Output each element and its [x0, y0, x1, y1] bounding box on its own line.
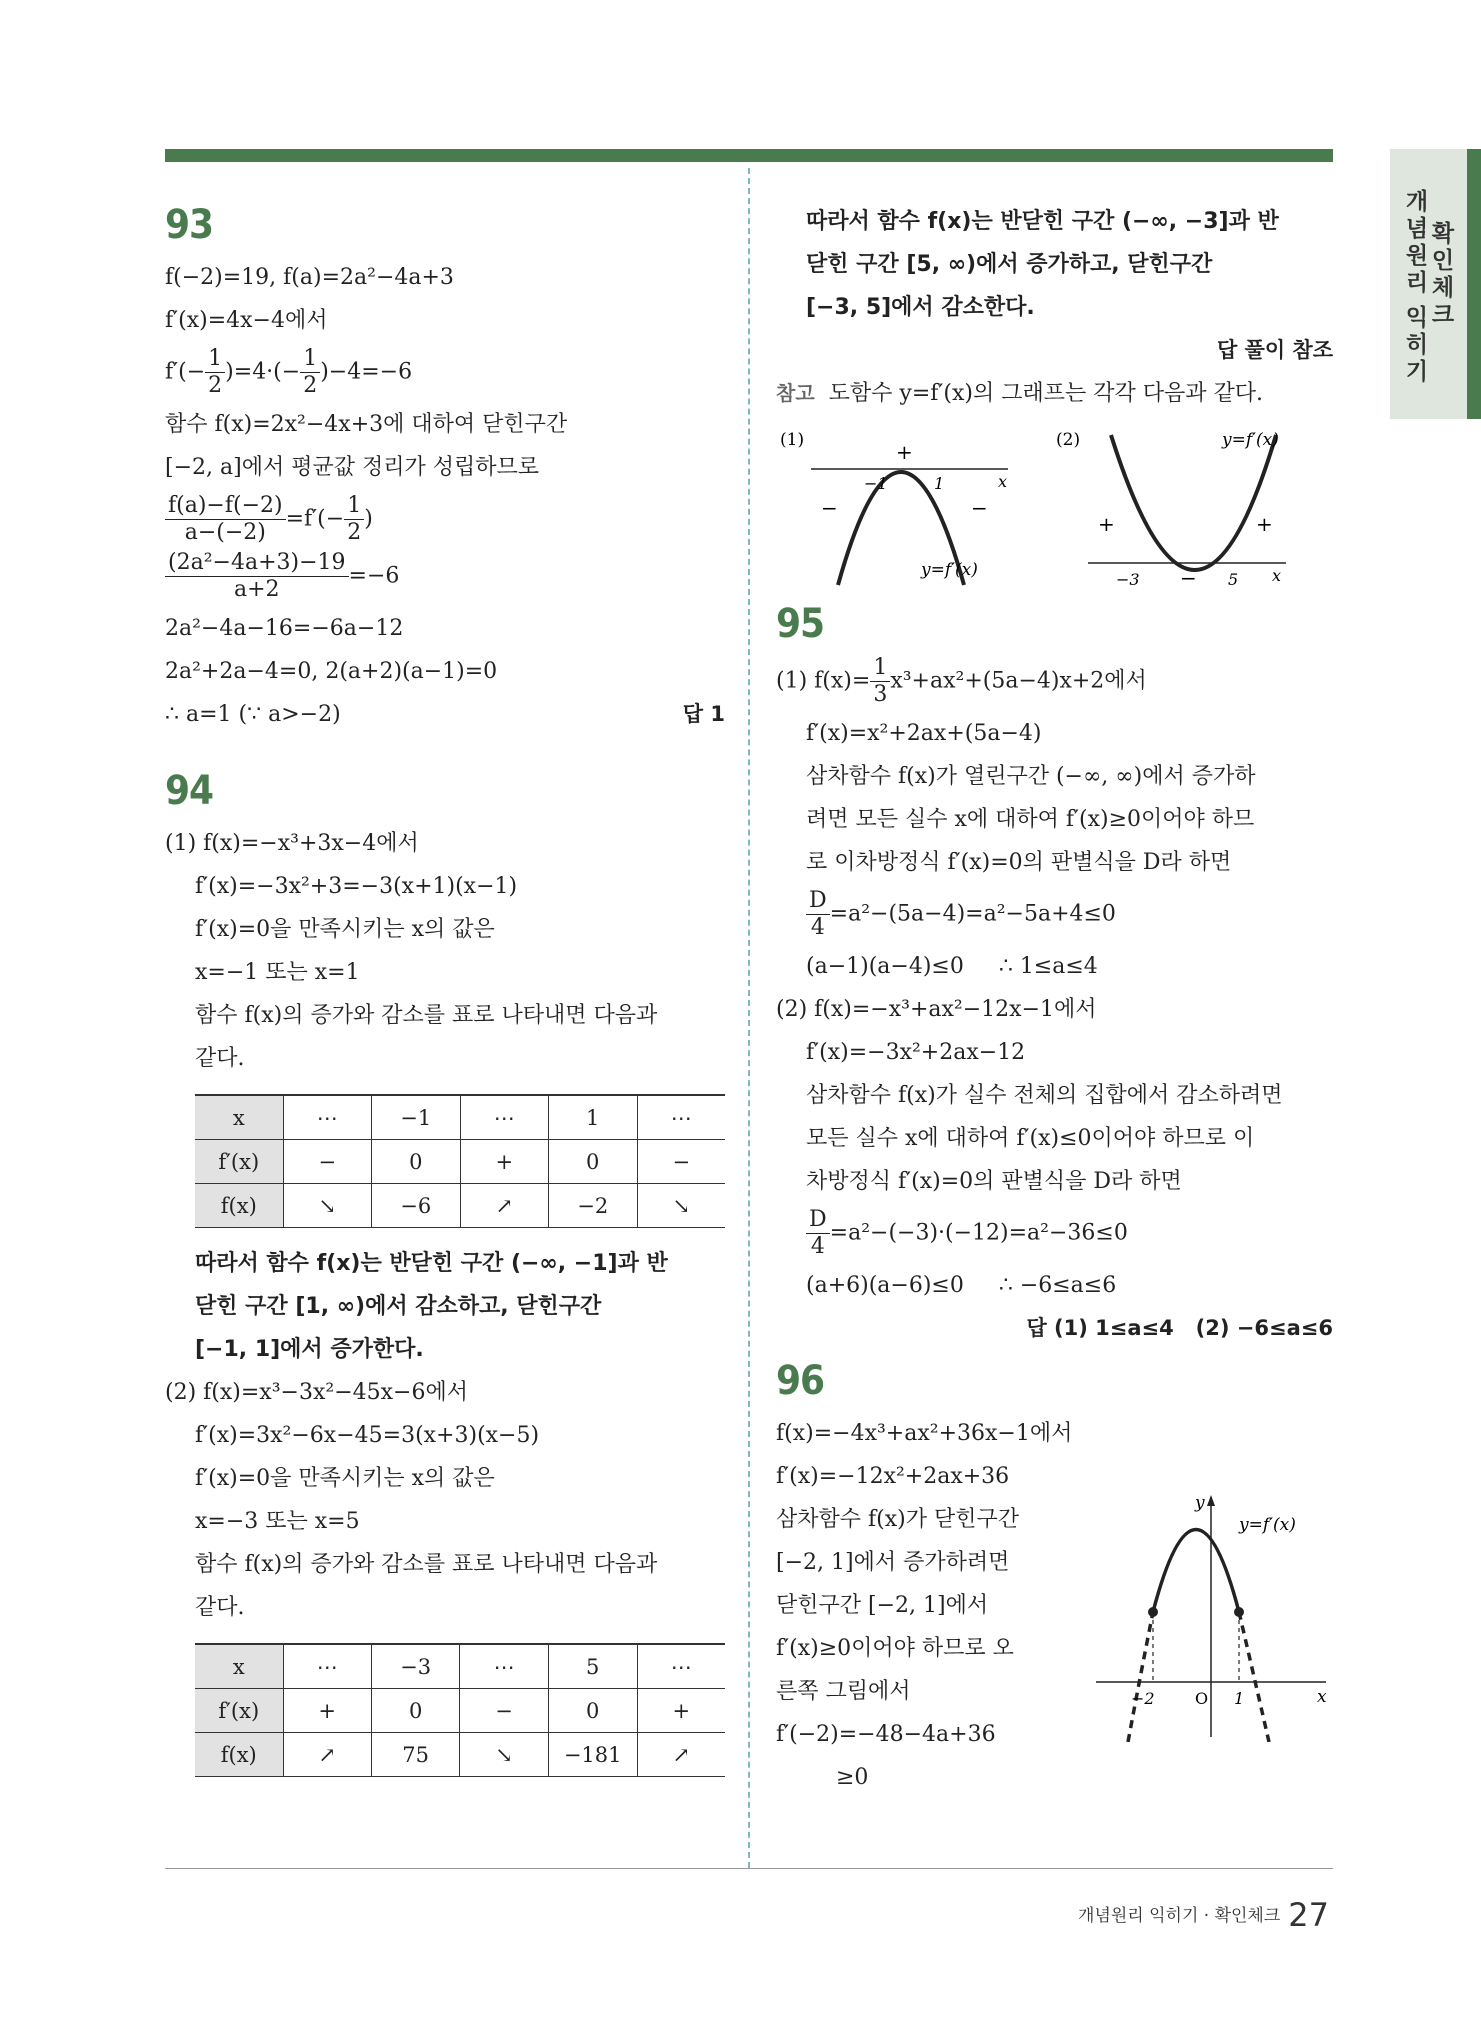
tick-label: −1 — [864, 474, 888, 493]
table-cell: ⋯ — [283, 1095, 371, 1140]
table-row — [195, 1733, 725, 1777]
fraction — [300, 346, 320, 399]
fraction — [165, 550, 349, 603]
equation-2: $\frac{f(a)-f(-2)}{a-(-2)}$ =f′(− $\frac{1}{2}$ ) — [165, 493, 725, 546]
table-cell: ⋯ — [283, 1644, 371, 1689]
denominator: 4 — [810, 1234, 825, 1259]
table-cell: 0 — [548, 1140, 637, 1184]
sign-label: + — [1256, 512, 1273, 536]
left-column — [165, 200, 725, 1791]
line: 2a²−4a−16=−6a−12 — [165, 616, 404, 641]
numerator: 1 — [300, 346, 320, 373]
eq-text: =a²−(5a−4)=a²−5a+4≤0 — [829, 901, 1116, 927]
equation-3 — [165, 550, 725, 603]
table-cell: ↘ — [283, 1184, 371, 1228]
line: (a+6)(a−6)≤0 ∴ −6≤a≤6 — [806, 1273, 1117, 1298]
curve-label: y=f′(x) — [1239, 1515, 1296, 1535]
numerator: 1 — [205, 346, 225, 373]
answer-93: 답 1 — [682, 702, 725, 726]
fraction — [165, 493, 286, 546]
line: (a−1)(a−4)≤0 ∴ 1≤a≤4 — [806, 954, 1098, 979]
denominator: 2 — [303, 373, 318, 398]
numerator: (2a²−4a+3)−19 — [165, 550, 349, 577]
line: 삼차함수 f(x)가 열린구간 (−∞, ∞)에서 증가하 — [806, 764, 1256, 789]
numerator: f(a)−f(−2) — [165, 493, 286, 520]
problem-number-95: 95 — [776, 601, 825, 647]
table-cell: + — [637, 1689, 725, 1733]
eq-text: x³+ax²+(5a−4)x+2에서 — [890, 668, 1147, 694]
line: [−2, a]에서 평균값 정리가 성립하므로 — [165, 455, 539, 480]
footer-text: 개념원리 익히기 · 확인체크 — [1078, 1906, 1281, 1926]
answer-95: 답 (1) 1≤a≤4 (2) −6≤a≤6 — [1026, 1316, 1333, 1340]
curve-dashed-right — [1239, 1612, 1269, 1742]
eq-text: (1) f(x)= — [776, 668, 871, 694]
graph-1 — [780, 430, 1008, 585]
line: 로 이차방정식 f′(x)=0의 판별식을 D라 하면 — [806, 850, 1232, 875]
conclusion-line: 닫힌 구간 [5, ∞)에서 증가하고, 닫힌구간 — [806, 252, 1213, 277]
table-cell: f′(x) — [195, 1689, 283, 1733]
denominator: 2 — [208, 373, 223, 398]
table-cell: 0 — [371, 1689, 459, 1733]
table-cell: 1 — [548, 1095, 637, 1140]
page-number: 27 — [1288, 1896, 1329, 1934]
derivative-graphs — [776, 415, 1333, 595]
problem-number-94: 94 — [165, 768, 214, 814]
denominator: a+2 — [233, 577, 280, 602]
line: 삼차함수 f(x)가 실수 전체의 집합에서 감소하려면 — [806, 1083, 1283, 1108]
page-footer — [1078, 1896, 1329, 1934]
table-cell: x — [195, 1095, 283, 1140]
numerator: D — [806, 888, 830, 915]
axis-label: x — [1317, 1687, 1327, 1707]
tick-label: 1 — [1234, 1689, 1245, 1708]
bottom-rule — [165, 1868, 1333, 1869]
table-cell: 75 — [371, 1733, 459, 1777]
table-cell: ⋯ — [460, 1095, 548, 1140]
side-tab-col2 — [1430, 221, 1456, 329]
table-cell: ⋯ — [637, 1095, 725, 1140]
sign-label: + — [896, 440, 913, 464]
line: f′(x)=3x²−6x−45=3(x+3)(x−5) — [195, 1423, 540, 1448]
eq-text: ) — [364, 506, 373, 532]
table-cell: ↘ — [460, 1733, 548, 1777]
table-cell: − — [460, 1689, 548, 1733]
side-char: 체 — [1431, 275, 1455, 301]
table-cell: −6 — [372, 1184, 461, 1228]
conclusion-line: 따라서 함수 f(x)는 반닫힌 구간 (−∞, −1]과 반 — [195, 1251, 668, 1276]
table-cell: −181 — [548, 1733, 637, 1777]
note — [776, 372, 1333, 415]
curve-dashed-left — [1128, 1612, 1153, 1742]
axis-label: x — [1272, 566, 1282, 585]
fraction — [344, 493, 364, 546]
line: x=−3 또는 x=5 — [195, 1509, 360, 1534]
graph-2 — [1056, 430, 1286, 590]
equation-1: f′(− $\frac{1}{2}$ )=4·(− $\frac{1}{2}$ )−4=−6 — [165, 346, 413, 398]
side-char: 히 — [1405, 332, 1429, 358]
side-char: 원 — [1405, 243, 1429, 269]
table-cell: ↗ — [637, 1733, 725, 1777]
tick-label: O — [1195, 1689, 1209, 1708]
answer-94: 답 풀이 참조 — [1216, 338, 1333, 362]
side-tab-col1 — [1404, 189, 1430, 386]
table-cell: 0 — [548, 1689, 637, 1733]
side-char: 개 — [1405, 189, 1429, 215]
line: f′(x)=4x−4에서 — [165, 308, 328, 333]
line: 삼차함수 f(x)가 닫힌구간 — [776, 1507, 1019, 1532]
conclusion-line: [−3, 5]에서 감소한다. — [806, 295, 1035, 320]
table-cell: f′(x) — [195, 1140, 283, 1184]
table-cell: ↗ — [283, 1733, 371, 1777]
sign-label: − — [821, 496, 838, 520]
side-char: 리 — [1405, 270, 1429, 296]
side-char: 기 — [1405, 359, 1429, 385]
line: f′(−2)=−48−4a+36 — [776, 1722, 996, 1747]
line: ≥0 — [836, 1765, 869, 1790]
table-cell: f(x) — [195, 1184, 283, 1228]
line: 른쪽 그림에서 — [776, 1679, 911, 1704]
denominator: 4 — [810, 915, 825, 940]
arrow-icon — [1207, 1495, 1215, 1506]
line: f(x)=−4x³+ax²+36x−1에서 — [776, 1421, 1073, 1446]
table-cell: − — [637, 1140, 725, 1184]
fraction — [205, 346, 225, 399]
variation-table-1 — [195, 1094, 725, 1228]
line: 모든 실수 x에 대하여 f′(x)≤0이어야 하므로 이 — [806, 1126, 1255, 1151]
fraction — [870, 655, 890, 708]
line: 함수 f(x)의 증가와 감소를 표로 나타내면 다음과 — [195, 1552, 658, 1577]
denominator: a−(−2) — [184, 520, 266, 545]
side-char: 크 — [1431, 302, 1455, 328]
table-cell: 5 — [548, 1644, 637, 1689]
note-text: 도함수 y=f′(x)의 그래프는 각각 다음과 같다. — [828, 381, 1263, 406]
eq-text: )=4·( — [225, 359, 282, 385]
numerator: 1 — [870, 655, 890, 682]
sign-label: − — [1180, 566, 1197, 590]
tick-label: 5 — [1228, 570, 1239, 589]
variation-table-2 — [195, 1643, 725, 1777]
discriminant-1 — [776, 888, 1333, 941]
problem-96-body — [776, 1412, 1333, 1799]
line: (2) f(x)=−x³+ax²−12x−1에서 — [776, 997, 1097, 1022]
line: (2) f(x)=x³−3x²−45x−6에서 — [165, 1380, 468, 1405]
problem-number-96: 96 — [776, 1358, 825, 1404]
line: [−2, 1]에서 증가하려면 — [776, 1550, 1010, 1575]
table-cell: −1 — [372, 1095, 461, 1140]
line: (1) f(x)=−x³+3x−4에서 — [165, 831, 419, 856]
table-cell: 0 — [372, 1140, 461, 1184]
eq-text: )−4=−6 — [320, 359, 413, 385]
graph-label: (1) — [780, 430, 805, 450]
column-divider — [748, 168, 750, 1868]
numerator: 1 — [344, 493, 364, 520]
fraction — [806, 1207, 830, 1260]
table-cell: ↘ — [637, 1184, 725, 1228]
line: 함수 f(x)의 증가와 감소를 표로 나타내면 다음과 — [195, 1003, 658, 1028]
side-char: 확 — [1431, 221, 1455, 247]
table-cell: −3 — [371, 1644, 459, 1689]
line: 함수 f(x)=2x²−4x+3에 대하여 닫힌구간 — [165, 412, 568, 437]
eq-text: =a²−(−3)·(−12)=a²−36≤0 — [829, 1220, 1128, 1246]
tick-label: 1 — [934, 474, 945, 493]
table-cell: + — [283, 1689, 371, 1733]
eq-text: =−6 — [348, 563, 400, 589]
line: x=−1 또는 x=1 — [195, 960, 360, 985]
table-cell: − — [283, 1140, 371, 1184]
point — [1148, 1607, 1158, 1617]
line: f′(x)=−3x²+3=−3(x+1)(x−1) — [195, 874, 518, 899]
table-row — [195, 1140, 725, 1184]
point — [1234, 1607, 1244, 1617]
denominator: 2 — [347, 520, 362, 545]
discriminant-2 — [776, 1207, 1333, 1260]
top-bar — [165, 149, 1333, 162]
table-cell: x — [195, 1644, 283, 1689]
line: 같다. — [195, 1595, 245, 1620]
table-cell: −2 — [548, 1184, 637, 1228]
tick-label: −3 — [1116, 570, 1140, 589]
table-cell: + — [460, 1140, 548, 1184]
side-char: 념 — [1405, 216, 1429, 242]
table-row — [195, 1689, 725, 1733]
table-cell: ⋯ — [637, 1644, 725, 1689]
conclusion-line: 따라서 함수 f(x)는 반닫힌 구간 (−∞, −3]과 반 — [806, 209, 1279, 234]
right-column — [776, 200, 1333, 1799]
eq-text: =f′( — [285, 506, 326, 532]
sign-label: + — [1098, 512, 1115, 536]
side-char: 익 — [1405, 305, 1429, 331]
line: f′(x)=0을 만족시키는 x의 값은 — [195, 1466, 495, 1491]
graph-label: (2) — [1056, 430, 1081, 450]
problem-number-93: 93 — [165, 202, 214, 248]
table-cell: ↗ — [460, 1184, 548, 1228]
line: 닫힌구간 [−2, 1]에서 — [776, 1593, 989, 1618]
table-cell: ⋯ — [460, 1644, 548, 1689]
side-tab — [1390, 149, 1481, 419]
table-row — [195, 1095, 725, 1140]
equation-95-1 — [776, 655, 1333, 708]
tick-label: −2 — [1131, 1689, 1155, 1708]
denominator: 3 — [873, 682, 888, 707]
line: ∴ a=1 (∵ a>−2) — [165, 702, 341, 727]
line: f′(x)=x²+2ax+(5a−4) — [806, 721, 1042, 746]
parabola-curve — [1111, 435, 1276, 570]
line: 려면 모든 실수 x에 대하여 f′(x)≥0이어야 하므 — [806, 807, 1255, 832]
axis-label: x — [998, 472, 1008, 491]
table-row — [195, 1184, 725, 1228]
table-row — [195, 1644, 725, 1689]
curve-label: y=f′(x) — [1222, 430, 1279, 450]
numerator: D — [806, 1207, 830, 1234]
conclusion-line: 닫힌 구간 [1, ∞)에서 감소하고, 닫힌구간 — [195, 1294, 602, 1319]
curve-solid — [1153, 1530, 1239, 1613]
line: f′(x)=0을 만족시키는 x의 값은 — [195, 917, 495, 942]
curve-label: y=f′(x) — [921, 560, 978, 580]
graph-96 — [1091, 1492, 1333, 1742]
line: f′(x)≥0이어야 하므로 오 — [776, 1636, 1014, 1661]
line: f′(x)=−12x²+2ax+36 — [776, 1464, 1010, 1489]
line: 2a²+2a−4=0, 2(a+2)(a−1)=0 — [165, 659, 498, 684]
conclusion-line: [−1, 1]에서 증가한다. — [195, 1337, 424, 1362]
fraction — [806, 888, 830, 941]
eq-text: f′( — [165, 359, 187, 385]
line: 같다. — [195, 1046, 245, 1071]
side-char: 인 — [1431, 248, 1455, 274]
sign-label: − — [971, 496, 988, 520]
axis-label: y — [1195, 1493, 1205, 1513]
note-tag: 참고 — [776, 381, 815, 405]
line: f(−2)=19, f(a)=2a²−4a+3 — [165, 265, 454, 290]
table-cell: f(x) — [195, 1733, 283, 1777]
line: 차방정식 f′(x)=0의 판별식을 D라 하면 — [806, 1169, 1182, 1194]
line: f′(x)=−3x²+2ax−12 — [806, 1040, 1026, 1065]
